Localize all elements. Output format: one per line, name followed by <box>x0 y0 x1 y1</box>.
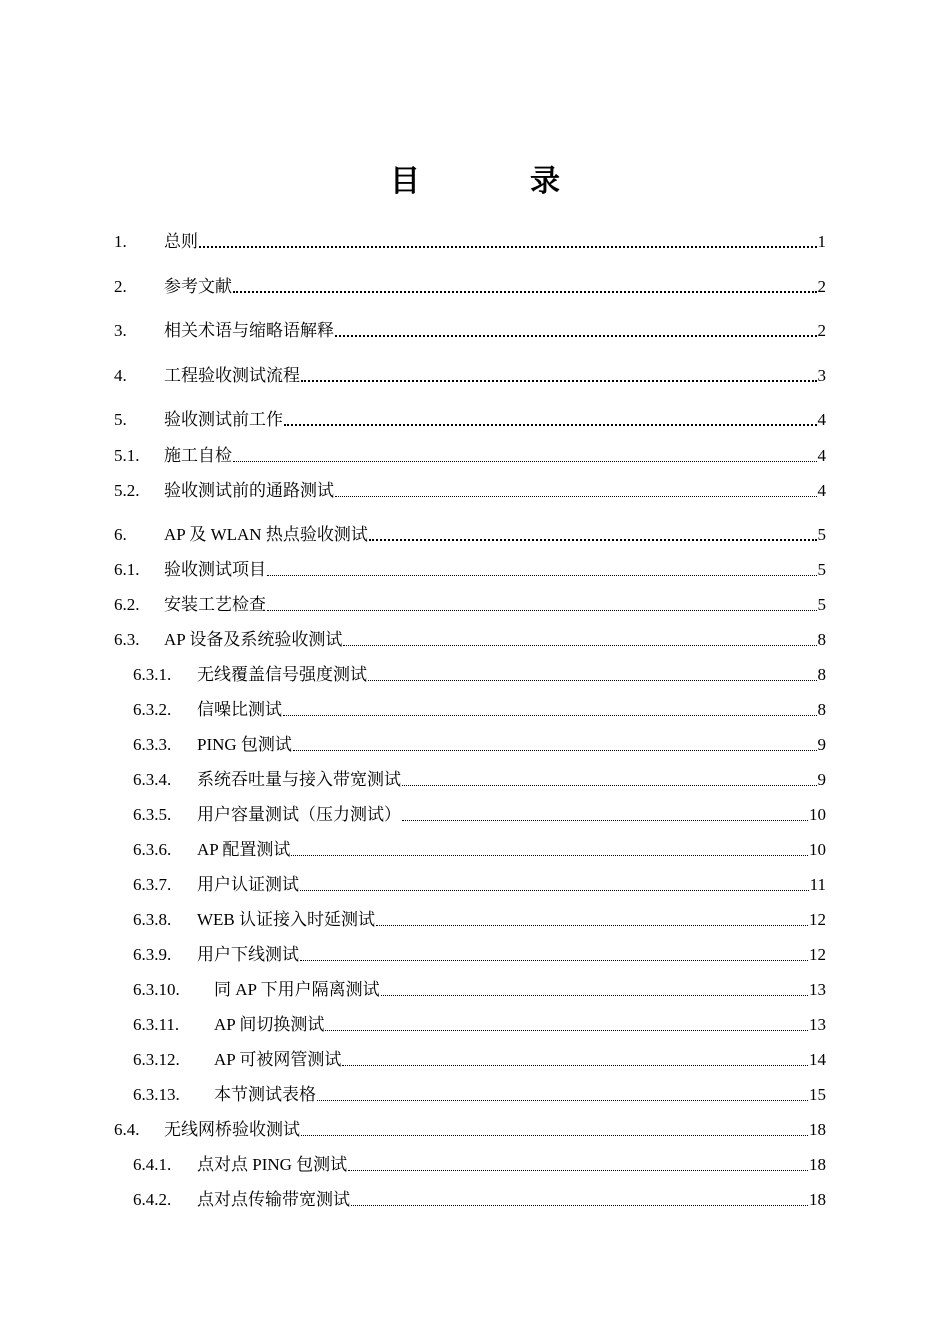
toc-dot-leader <box>316 1083 809 1107</box>
toc-entry-label: 本节测试表格 <box>214 1085 316 1104</box>
toc-entry-label: WEB 认证接入时延测试 <box>197 910 376 929</box>
toc-entry-page: 2 <box>817 277 826 296</box>
toc-dot-leader <box>299 943 809 967</box>
toc-entry-page: 4 <box>817 410 826 429</box>
toc-dot-leader <box>232 444 818 468</box>
toc-entry-label: AP 可被网管测试 <box>214 1050 342 1069</box>
toc-entry-number: 4. <box>114 366 127 385</box>
toc-entry-page: 5 <box>817 525 826 544</box>
toc-entry-page: 11 <box>809 875 826 894</box>
toc-entry-page: 12 <box>809 945 826 964</box>
toc-dot-leader <box>266 593 818 617</box>
toc-entry-label: 点对点 PING 包测试 <box>197 1155 348 1174</box>
toc-entry-number: 6.3.2. <box>133 700 172 719</box>
toc-entry[interactable] <box>133 1188 826 1212</box>
toc-entry-number: 5. <box>114 410 127 429</box>
toc-entry[interactable] <box>133 943 826 967</box>
toc-dot-leader <box>342 628 817 652</box>
toc-entry-page: 18 <box>809 1120 826 1139</box>
toc-entry-page: 8 <box>817 630 826 649</box>
toc-entry-page: 12 <box>809 910 826 929</box>
toc-entry-page: 8 <box>817 700 826 719</box>
toc-entry-number: 5.1. <box>114 446 140 465</box>
toc-dot-leader <box>368 523 818 547</box>
toc-entry-number: 6.4. <box>114 1120 140 1139</box>
toc-dot-leader <box>290 838 809 862</box>
toc-entry-label: 验收测试前的通路测试 <box>164 481 334 500</box>
toc-entry-number: 6.3.6. <box>133 840 172 859</box>
toc-entry-number: 6.3.1. <box>133 665 172 684</box>
toc-dot-leader <box>350 1188 809 1212</box>
toc-entry[interactable] <box>114 593 826 617</box>
toc-entry[interactable] <box>133 873 826 897</box>
toc-dot-leader <box>198 230 818 254</box>
toc-entry-page: 14 <box>809 1050 826 1069</box>
toc-entry-number: 6.3.10. <box>133 980 180 999</box>
toc-dot-leader <box>300 364 818 388</box>
toc-entry[interactable] <box>114 275 826 299</box>
toc-entry-label: 安装工艺检查 <box>164 595 266 614</box>
toc-entry[interactable] <box>133 663 826 687</box>
toc-entry-number: 3. <box>114 321 127 340</box>
toc-title: 目 录 <box>390 164 600 199</box>
toc-entry[interactable] <box>133 803 826 827</box>
toc-entry[interactable] <box>114 408 826 432</box>
toc-entry-label: 信噪比测试 <box>197 700 282 719</box>
toc-entry-label: PING 包测试 <box>197 735 292 754</box>
toc-entry-label: 总则 <box>164 232 198 251</box>
toc-entry-label: 同 AP 下用户隔离测试 <box>214 980 380 999</box>
toc-entry[interactable] <box>133 733 826 757</box>
toc-dot-leader <box>283 408 818 432</box>
toc-entry-number: 6.3.13. <box>133 1085 180 1104</box>
toc-dot-leader <box>282 698 818 722</box>
toc-entry[interactable] <box>133 1153 826 1177</box>
toc-entry[interactable] <box>114 444 826 468</box>
toc-entry[interactable] <box>114 319 826 343</box>
toc-dot-leader <box>367 663 818 687</box>
toc-entry-label: AP 设备及系统验收测试 <box>164 630 343 649</box>
toc-entry-page: 15 <box>809 1085 826 1104</box>
toc-entry-label: 无线网桥验收测试 <box>164 1120 300 1139</box>
toc-dot-leader <box>324 1013 809 1037</box>
toc-entry-number: 6.3.9. <box>133 945 172 964</box>
toc-dot-leader <box>232 275 818 299</box>
toc-entry-page: 1 <box>817 232 826 251</box>
toc-entry-page: 4 <box>817 481 826 500</box>
toc-entry-number: 6.3. <box>114 630 140 649</box>
toc-entry[interactable] <box>114 230 826 254</box>
toc-entry[interactable] <box>114 364 826 388</box>
toc-entry[interactable] <box>114 628 826 652</box>
toc-entry-label: 验收测试前工作 <box>164 410 283 429</box>
toc-entry-label: 无线覆盖信号强度测试 <box>197 665 367 684</box>
toc-entry[interactable] <box>133 1048 826 1072</box>
toc-entry-number: 6.3.7. <box>133 875 172 894</box>
toc-dot-leader <box>299 873 810 897</box>
toc-entry-page: 18 <box>809 1155 826 1174</box>
toc-entry-page: 10 <box>809 805 826 824</box>
toc-entry-page: 13 <box>809 980 826 999</box>
toc-entry-label: AP 间切换测试 <box>214 1015 325 1034</box>
toc-dot-leader <box>334 479 818 503</box>
toc-dot-leader <box>347 1153 809 1177</box>
toc-entry-number: 6.3.5. <box>133 805 172 824</box>
toc-entry-label: 用户下线测试 <box>197 945 299 964</box>
toc-entry-page: 2 <box>817 321 826 340</box>
toc-entry-label: 用户认证测试 <box>197 875 299 894</box>
toc-entry-number: 6.1. <box>114 560 140 579</box>
toc-entry-number: 5.2. <box>114 481 140 500</box>
toc-entry-label: 验收测试项目 <box>164 560 266 579</box>
toc-entry[interactable] <box>133 838 826 862</box>
toc-entry-number: 6.3.12. <box>133 1050 180 1069</box>
toc-dot-leader <box>266 558 818 582</box>
toc-entry-page: 3 <box>817 366 826 385</box>
toc-dot-leader <box>292 733 818 757</box>
toc-entry-page: 18 <box>809 1190 826 1209</box>
toc-dot-leader <box>334 319 818 343</box>
toc-entry-page: 5 <box>817 560 826 579</box>
toc-entry[interactable] <box>114 523 826 547</box>
toc-entry-number: 6.4.1. <box>133 1155 172 1174</box>
toc-entry-label: 点对点传输带宽测试 <box>197 1190 350 1209</box>
toc-entry-number: 6.4.2. <box>133 1190 172 1209</box>
toc-entry-page: 9 <box>817 735 826 754</box>
toc-dot-leader <box>341 1048 809 1072</box>
toc-entry[interactable] <box>114 1118 826 1142</box>
toc-entry-label: 参考文献 <box>164 277 232 296</box>
toc-entry-page: 5 <box>817 595 826 614</box>
toc-entry-label: AP 配置测试 <box>197 840 291 859</box>
toc-entry[interactable] <box>133 768 826 792</box>
toc-entry-page: 4 <box>817 446 826 465</box>
toc-entry-page: 13 <box>809 1015 826 1034</box>
toc-entry-label: 工程验收测试流程 <box>164 366 300 385</box>
toc-entry[interactable] <box>133 1083 826 1107</box>
toc-entry-number: 6.3.11. <box>133 1015 180 1034</box>
toc-entry-page: 10 <box>809 840 826 859</box>
toc-entry-number: 6.3.3. <box>133 735 172 754</box>
toc-entry-label: 施工自检 <box>164 446 232 465</box>
toc-entry-number: 1. <box>114 232 127 251</box>
toc-entry[interactable] <box>133 908 826 932</box>
toc-entry-label: 系统吞吐量与接入带宽测试 <box>197 770 401 789</box>
toc-entry[interactable] <box>114 479 826 503</box>
toc-entry-label: AP 及 WLAN 热点验收测试 <box>164 525 368 544</box>
toc-entry-label: 用户容量测试（压力测试） <box>197 805 401 824</box>
toc-entry[interactable] <box>133 698 826 722</box>
toc-dot-leader <box>401 768 818 792</box>
toc-entry[interactable] <box>114 558 826 582</box>
toc-dot-leader <box>375 908 809 932</box>
toc-entry-number: 6.3.8. <box>133 910 172 929</box>
toc-dot-leader <box>300 1118 809 1142</box>
toc-entry-label: 相关术语与缩略语解释 <box>164 321 334 340</box>
toc-entry[interactable] <box>133 978 826 1002</box>
toc-entry-page: 8 <box>817 665 826 684</box>
toc-entry-number: 6. <box>114 525 127 544</box>
toc-entry-number: 6.3.4. <box>133 770 172 789</box>
toc-entry-number: 2. <box>114 277 127 296</box>
toc-dot-leader <box>401 803 809 827</box>
toc-entry-page: 9 <box>817 770 826 789</box>
toc-entry[interactable] <box>133 1013 826 1037</box>
toc-entry-number: 6.2. <box>114 595 140 614</box>
toc-dot-leader <box>380 978 809 1002</box>
